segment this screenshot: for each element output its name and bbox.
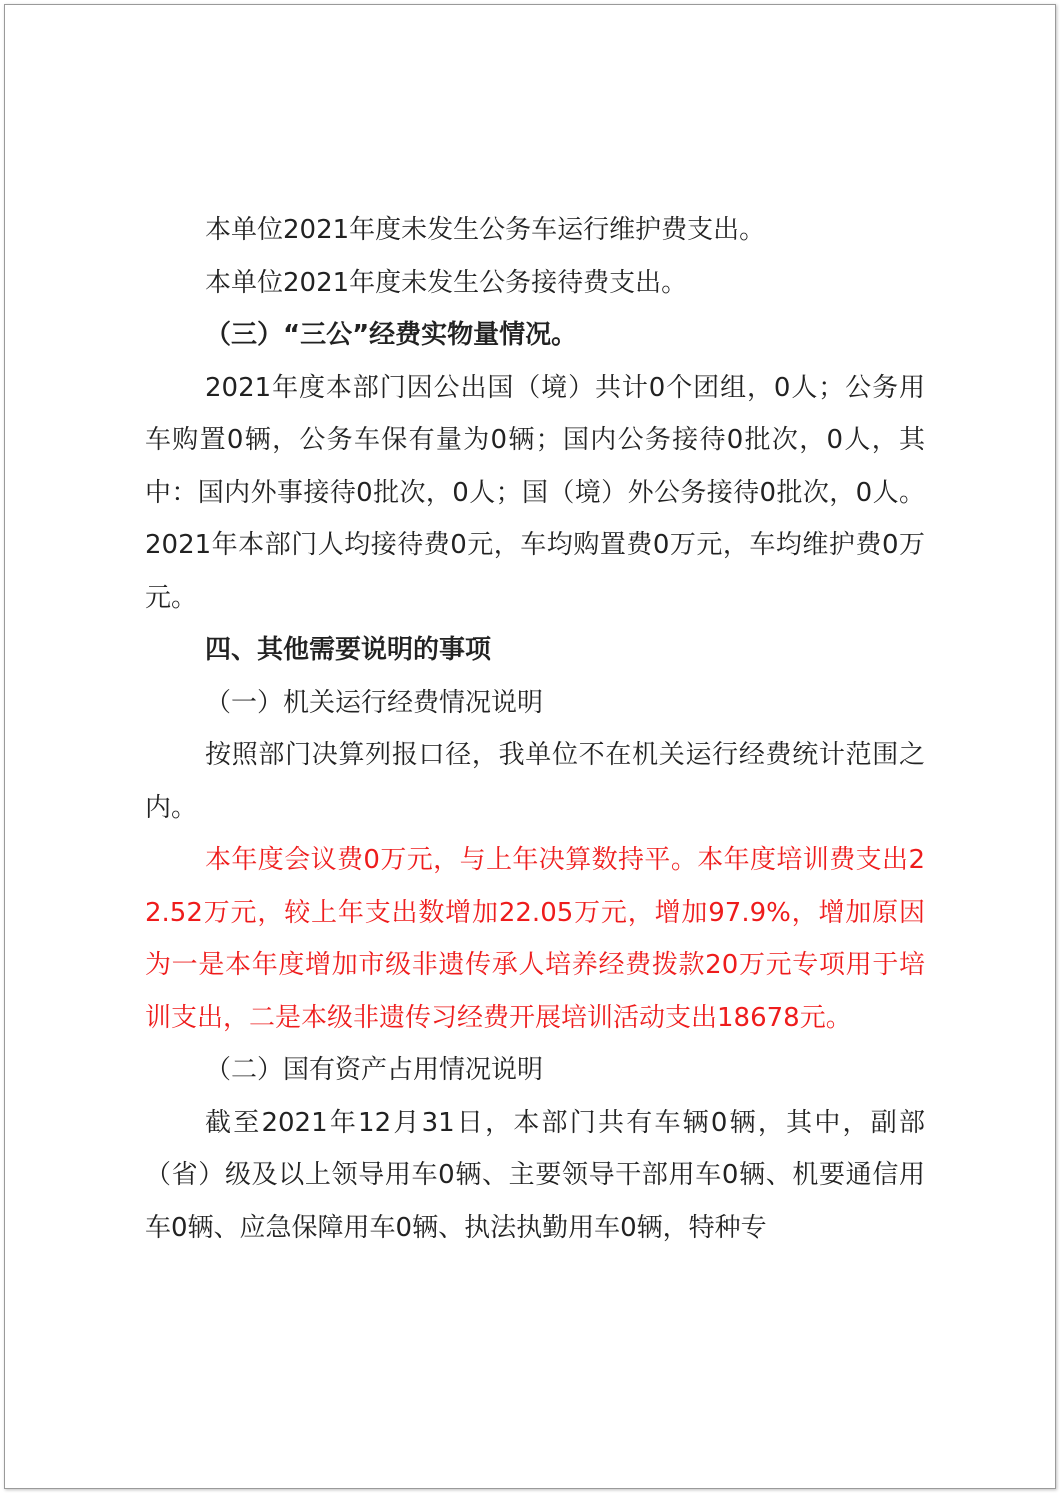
heading-three-public-quantity: （三）“三公”经费实物量情况。: [205, 320, 578, 350]
heading-state-assets: （二）国有资产占用情况说明: [205, 1055, 544, 1085]
heading-other-matters: 四、其他需要说明的事项: [205, 635, 492, 665]
document-body: [145, 204, 925, 1254]
paragraph-quantity-details: 2021年度本部门因公出国（境）共计0个团组，0人；公务用车购置0辆，公务车保有量为0辆；国内公务接待0批次，0人，其中：国内外事接待0批次，0人；国（境）外公务接待0批次，0人。2021年本部门人均接待费0元，车均购置费0万元，车均维护费0万元。: [145, 372, 925, 613]
paragraph-reception: 本单位2021年度未发生公务接待费支出。: [205, 267, 688, 298]
paragraph-meeting-training-highlight: 本年度会议费0万元，与上年决算数持平。本年度培训费支出22.52万元，较上年支出数增加22.05万元，增加97.9%，增加原因为一是本年度增加市级非遗传承人培养经费拨款20万元专项用于培训支出，二是本级非遗传习经费开展培训活动支出18678元。: [145, 845, 925, 1033]
paragraph-car-maintenance: 本单位2021年度未发生公务车运行维护费支出。: [205, 215, 766, 245]
document-page: [4, 4, 1056, 1489]
paragraph-operating-expense: 按照部门决算列报口径，我单位不在机关运行经费统计范围之内。: [145, 740, 925, 823]
paragraph-vehicles: 截至2021年12月31日，本部门共有车辆0辆，其中，副部（省）级及以上领导用车0辆、主要领导干部用车0辆、机要通信用车0辆、应急保障用车0辆、执法执勤用车0辆，特种专: [145, 1107, 925, 1243]
heading-operating-expense: （一）机关运行经费情况说明: [205, 687, 544, 718]
